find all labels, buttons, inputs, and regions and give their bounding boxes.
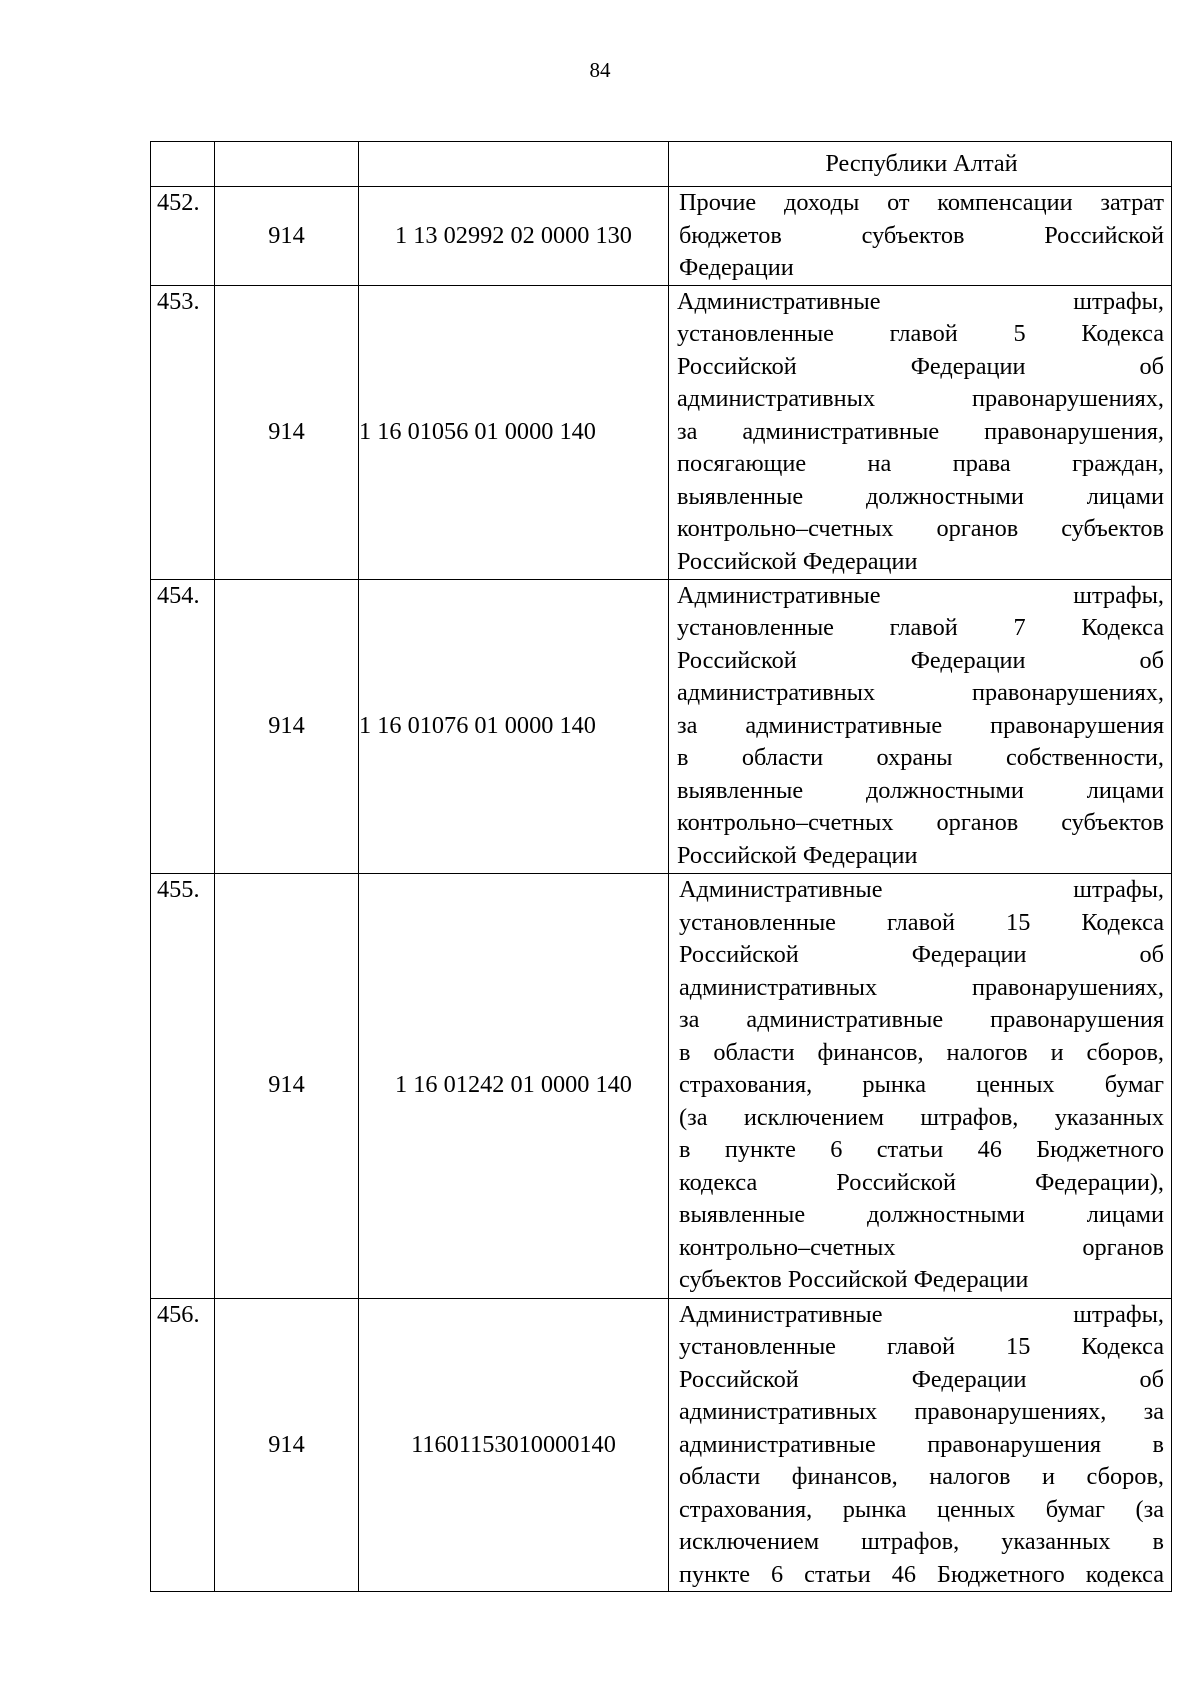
admin-code-cell: 914 [215, 285, 359, 579]
description-line: субъектов Российской Федерации [679, 1266, 1029, 1294]
description-line: Административные штрафы, [677, 581, 1164, 609]
description-line: Российской Федерации об [679, 1365, 1164, 1393]
description-cell [669, 1298, 1172, 1592]
description-line: выявленные должностными лицами [677, 482, 1164, 510]
description-line: страхования, рынка ценных бумаг [679, 1071, 1164, 1099]
income-codes-table [150, 141, 1172, 1592]
admin-code-cell: 914 [215, 579, 359, 873]
description-line: Федерации [679, 254, 794, 281]
description-line: Российской Федерации [677, 547, 918, 575]
description-line: за административные правонарушения [677, 711, 1164, 739]
description-line: Российской Федерации об [677, 352, 1164, 380]
description-cell [669, 873, 1172, 1298]
description-line: установленные главой 5 Кодекса [677, 320, 1164, 348]
description-line: пункте 6 статьи 46 Бюджетного кодекса [679, 1560, 1164, 1588]
description-line: (за исключением штрафов, указанных [679, 1103, 1164, 1131]
page-number: 84 [589, 58, 611, 82]
description-cell [669, 142, 1172, 187]
description-line: административные правонарушения в [679, 1430, 1164, 1458]
budget-code-cell: 1 13 02992 02 0000 130 [359, 187, 669, 286]
budget-code-cell: 11601153010000140 [359, 1298, 669, 1592]
row-number-cell: 456. [151, 1298, 215, 1592]
description-line: административных правонарушениях, [679, 973, 1164, 1001]
description-line: Административные штрафы, [679, 1300, 1164, 1328]
row-number-cell [151, 142, 215, 187]
description-line: административных правонарушениях, [677, 385, 1164, 413]
description-line: административных правонарушениях, [677, 679, 1164, 707]
description-line: Административные штрафы, [677, 287, 1164, 315]
row-number-cell: 453. [151, 285, 215, 579]
table-row [151, 187, 1172, 286]
description-line: Прочие доходы от компенсации затрат [679, 189, 1164, 216]
description-line: за административные правонарушения, [677, 417, 1164, 445]
budget-code-cell: 1 16 01056 01 0000 140 [359, 285, 669, 579]
description-line: Российской Федерации об [677, 646, 1164, 674]
description-line: Республики Алтай [825, 149, 1018, 177]
description-line: выявленные должностными лицами [679, 1201, 1164, 1229]
description-cell [669, 579, 1172, 873]
description-cell [669, 285, 1172, 579]
description-line: области финансов, налогов и сборов, [679, 1463, 1164, 1490]
admin-code-cell: 914 [215, 873, 359, 1298]
table-row [151, 1298, 1172, 1592]
description-line: контрольно–счетных органов [679, 1233, 1164, 1261]
description-line: в пункте 6 статьи 46 Бюджетного [679, 1136, 1164, 1164]
description-line: установленные главой 15 Кодекса [679, 908, 1164, 936]
description-line: Российской Федерации [677, 841, 918, 869]
description-line: выявленные должностными лицами [677, 776, 1164, 804]
admin-code-cell [215, 142, 359, 187]
row-number-cell: 452. [151, 187, 215, 286]
description-line: в области финансов, налогов и сборов, [679, 1038, 1164, 1066]
table-row [151, 579, 1172, 873]
table-row [151, 285, 1172, 579]
admin-code-cell: 914 [215, 187, 359, 286]
description-line: в области охраны собственности, [677, 744, 1164, 772]
description-line: установленные главой 15 Кодекса [679, 1333, 1164, 1360]
description-line: контрольно–счетных органов субъектов [677, 515, 1164, 543]
description-line: административных правонарушениях, за [679, 1398, 1164, 1425]
description-line: контрольно–счетных органов субъектов [677, 809, 1164, 837]
description-line: Российской Федерации об [679, 941, 1164, 969]
description-cell [669, 187, 1172, 286]
table-row [151, 873, 1172, 1298]
budget-code-cell: 1 16 01242 01 0000 140 [359, 873, 669, 1298]
description-line: бюджетов субъектов Российской [679, 221, 1164, 249]
description-line: посягающие на права граждан, [677, 450, 1164, 478]
description-line: установленные главой 7 Кодекса [677, 614, 1164, 642]
description-line: кодекса Российской Федерации), [679, 1168, 1164, 1196]
budget-code-cell [359, 142, 669, 187]
description-line: исключением штрафов, указанных в [679, 1528, 1164, 1555]
description-line: страхования, рынка ценных бумаг (за [679, 1495, 1164, 1523]
description-line: Административные штрафы, [679, 876, 1164, 904]
budget-code-cell: 1 16 01076 01 0000 140 [359, 579, 669, 873]
table-row [151, 142, 1172, 187]
admin-code-cell: 914 [215, 1298, 359, 1592]
description-line: за административные правонарушения [679, 1006, 1164, 1034]
row-number-cell: 455. [151, 873, 215, 1298]
row-number-cell: 454. [151, 579, 215, 873]
